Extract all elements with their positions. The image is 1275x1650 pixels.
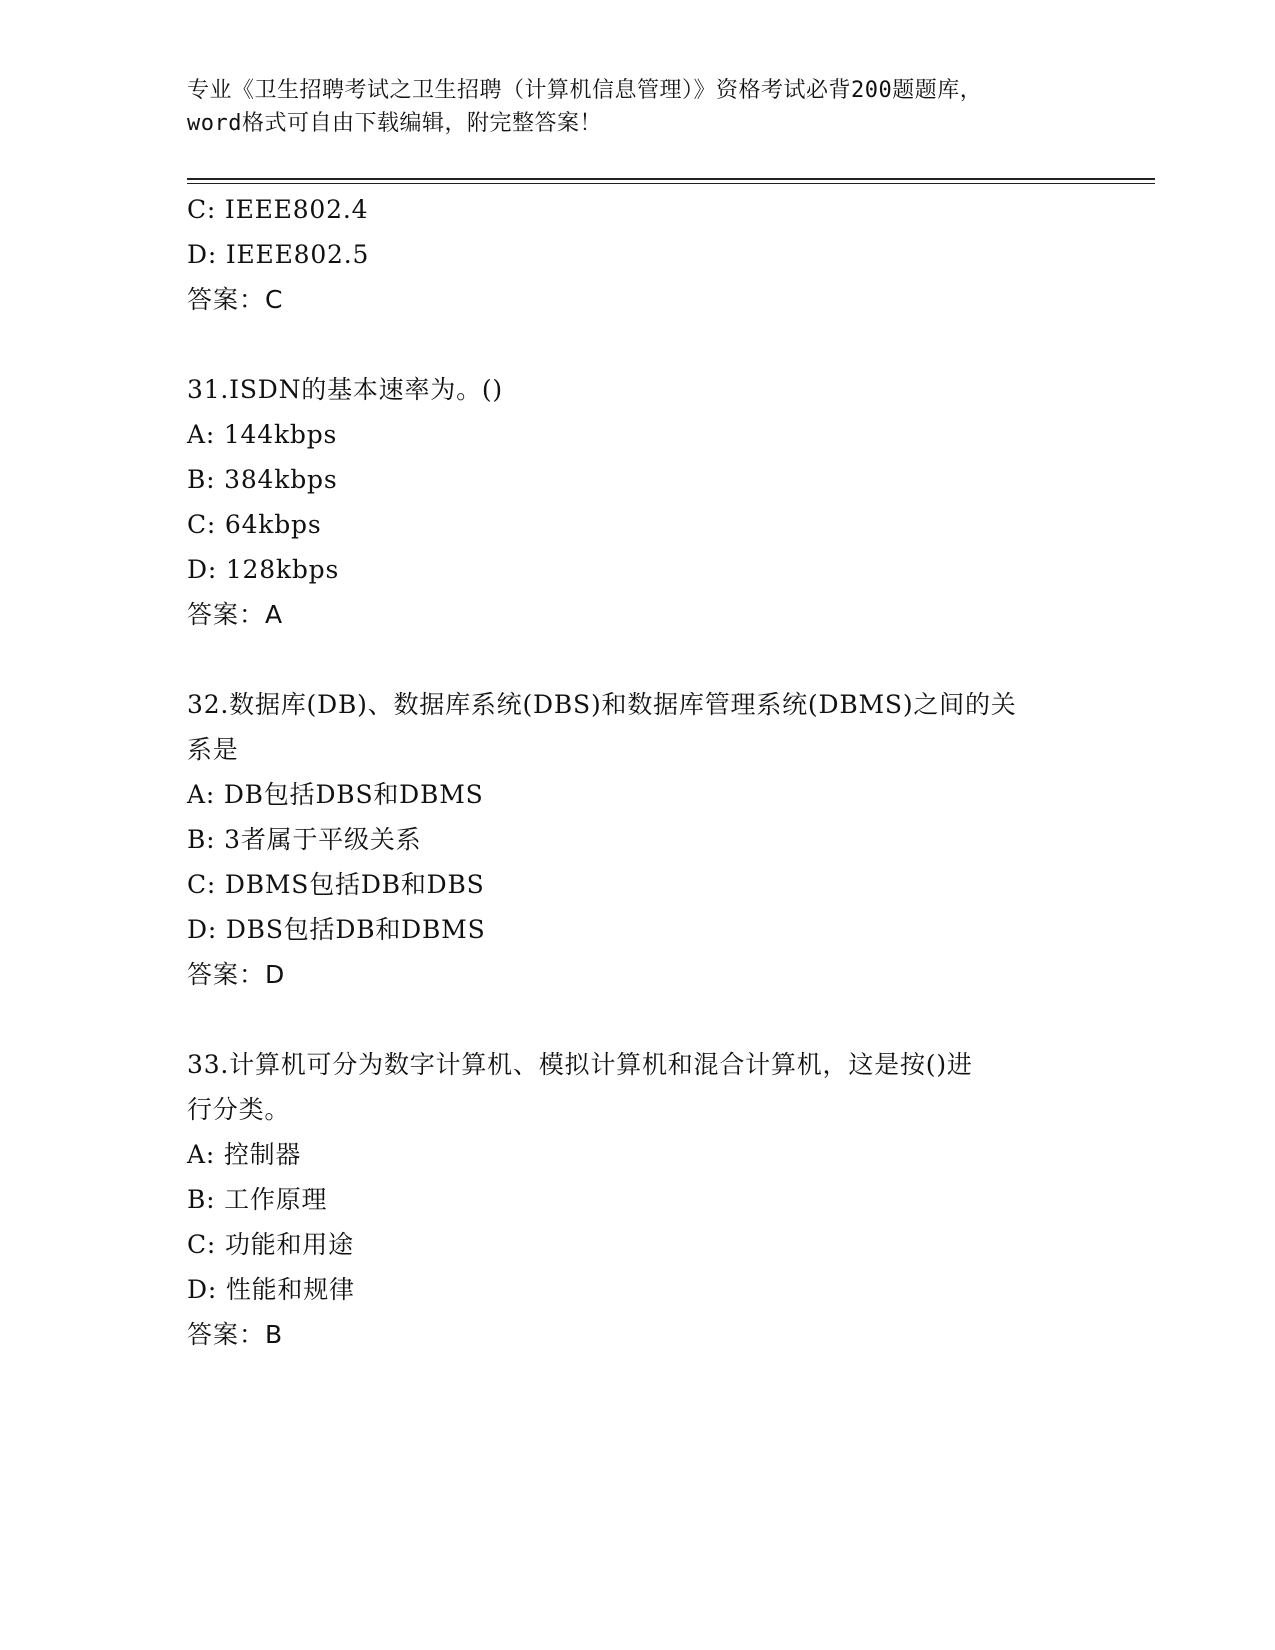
question-32-stem-line-2: 系是 — [187, 735, 239, 764]
question-31-stem: 31.ISDN的基本速率为。() — [187, 375, 503, 404]
question-32-stem-line-1: 32.数据库(DB)、数据库系统(DBS)和数据库管理系统(DBMS)之间的关 — [187, 690, 1017, 719]
question-33-option-c: C: 功能和用途 — [187, 1230, 354, 1259]
question-33-option-b: B: 工作原理 — [187, 1185, 328, 1214]
header-line-2: word格式可自由下载编辑，附完整答案！ — [187, 111, 602, 136]
question-31-answer: 答案：A — [187, 600, 284, 629]
question-31-option-a: A: 144kbps — [187, 420, 338, 449]
question-33-option-d: D: 性能和规律 — [187, 1275, 355, 1304]
question-33-stem-line-2: 行分类。 — [187, 1095, 291, 1124]
question-32-option-b: B: 3者属于平级关系 — [187, 825, 422, 854]
question-32-option-c: C: DBMS包括DB和DBS — [187, 870, 485, 899]
question-32-answer: 答案：D — [187, 960, 286, 989]
header-line-1: 专业《卫生招聘考试之卫生招聘（计算机信息管理）》资格考试必背200题题库， — [187, 78, 983, 103]
question-33-option-a: A: 控制器 — [187, 1140, 302, 1169]
question-31-option-b: B: 384kbps — [187, 465, 338, 494]
option-d: D: IEEE802.5 — [187, 240, 370, 269]
question-33-answer: 答案：B — [187, 1320, 284, 1349]
question-31-option-c: C: 64kbps — [187, 510, 322, 539]
question-31-option-d: D: 128kbps — [187, 555, 340, 584]
document-header — [187, 74, 1087, 140]
header-divider — [187, 178, 1155, 184]
question-32-option-d: D: DBS包括DB和DBMS — [187, 915, 486, 944]
answer-line: 答案：C — [187, 285, 284, 314]
option-c: C: IEEE802.4 — [187, 195, 369, 224]
question-32-option-a: A: DB包括DBS和DBMS — [187, 780, 484, 809]
question-33-stem-line-1: 33.计算机可分为数字计算机、模拟计算机和混合计算机，这是按()进 — [187, 1050, 973, 1079]
